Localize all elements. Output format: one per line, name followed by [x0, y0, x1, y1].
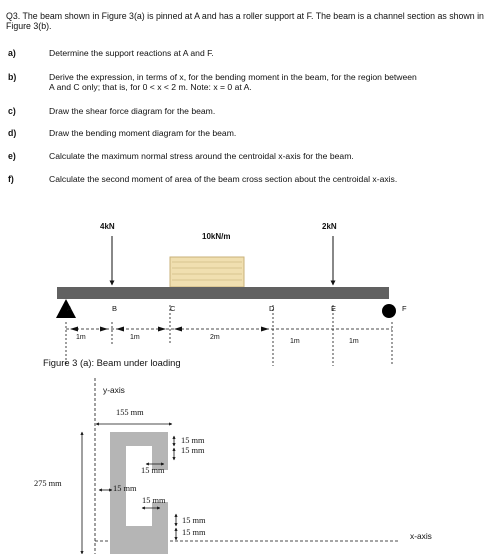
dim-lip-label: 15 mm	[141, 466, 165, 475]
part-a-text: Determine the support reactions at A and F.	[49, 48, 214, 58]
span-label-ab: 1m	[76, 334, 86, 341]
span-label-ef: 1m	[349, 338, 359, 345]
point-label-a: A	[67, 304, 73, 313]
point-label-d: D	[269, 304, 275, 313]
udl-label: 10kN/m	[202, 232, 231, 241]
figure-3a-caption: Figure 3 (a): Beam under loading	[43, 357, 181, 368]
dim-width-label: 155 mm	[116, 408, 144, 417]
part-d-label: d)	[8, 128, 17, 138]
dim-top-label-2: 15 mm	[181, 446, 205, 455]
span-label-cd: 2m	[210, 334, 220, 341]
dim-web-left-label: 15 mm	[113, 484, 137, 493]
dim-top-label-1: 15 mm	[181, 436, 205, 445]
y-axis-label: y-axis	[103, 385, 125, 395]
part-b-text: Derive the expression, in terms of x, for the bending moment in the beam, for the region between	[49, 72, 417, 82]
point-label-f: F	[402, 304, 407, 313]
part-c-label: c)	[8, 106, 16, 116]
span-label-bc: 1m	[130, 334, 140, 341]
span-label-de: 1m	[290, 338, 300, 345]
dim-bottom-label-1: 15 mm	[182, 516, 206, 525]
question-header: Q3. The beam shown in Figure 3(a) is pinned at A and has a roller support at F. The beam is a channel section as shown in Figure 3(b).	[6, 11, 484, 31]
part-e-label: e)	[8, 151, 16, 161]
dim-bottom-label-2: 15 mm	[182, 528, 206, 537]
part-a-label: a)	[8, 48, 16, 58]
part-b-label: b)	[8, 72, 17, 82]
part-d-text: Draw the bending moment diagram for the beam.	[49, 128, 237, 138]
part-c-text: Draw the shear force diagram for the beam.	[49, 106, 216, 116]
point-label-c: C	[170, 304, 176, 313]
dim-mid-label: 15 mm	[142, 496, 166, 505]
part-b-text-line2: A and C only; that is, for 0 < x < 2 m. Note: x = 0 at A.	[49, 82, 252, 92]
part-f-text: Calculate the second moment of area of the beam cross section about the centroidal x-axis.	[49, 174, 398, 184]
part-e-text: Calculate the maximum normal stress around the centroidal x-axis for the beam.	[49, 151, 354, 161]
load-label-4kn: 4kN	[100, 222, 115, 231]
load-label-2kn: 2kN	[322, 222, 337, 231]
part-f-label: f)	[8, 174, 14, 184]
point-label-e: E	[331, 304, 337, 313]
point-label-b: B	[112, 304, 118, 313]
dim-height-label: 275 mm	[34, 479, 62, 488]
x-axis-label: x-axis	[410, 531, 432, 541]
